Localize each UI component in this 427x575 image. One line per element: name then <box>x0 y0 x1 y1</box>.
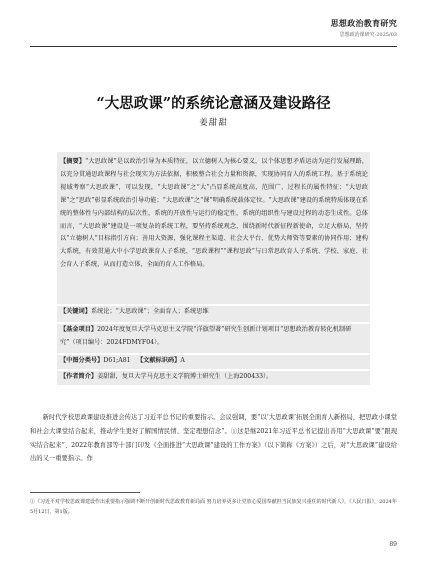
author-info-row <box>57 371 370 385</box>
doc-code-value: A <box>180 357 185 364</box>
journal-issue: 思想政治课研究·2025/03 <box>339 32 397 38</box>
author-info-text: 姜甜甜，复旦大学马克思主义学院博士研究生（上海200433）。 <box>97 373 273 380</box>
fund-text: 2024年度复旦大学马克思主义学院“洋旗望著”研究生创新计划项目“思想政治教育转化机制研究”（项目编号：2024FDMYF04）。 <box>60 326 352 346</box>
clc-label: 【中图分类号】 <box>60 357 104 364</box>
footnote: ①《习近平对学校思政课建设作出重要指示强调不断开创新时代思政教育新局面 努力培养更多让党放心爱国奉献担当民族复兴重任的时代新人》，《人民日报》，2024年5月12日，第1版。 <box>30 499 397 515</box>
body-paragraph: 新时代学校思政课建设推进会传达了习近平总书记的重要指示。会议强调，要“以‘大思政课’拓展全面育人新格局，把思政小课堂和社会大课堂结合起来，推动学生更好了解国情民情、坚定理想信念”。①这是继2021年习近平总书记提出善用“大思政课”要“跟现实结合起来”、2022年教育部等十部门印发《全面推进“大思政课”建设的工作方案》（以下简称《方案》）之后，对“大思政课”建设给出的又一重要指示。作 <box>30 414 397 463</box>
keywords-text: 系统论；“大思政课”；全面育人；系统思维 <box>90 308 209 315</box>
page-number: 89 <box>389 541 397 548</box>
header-divider <box>30 46 397 47</box>
keywords-label: 【关键词】 <box>60 308 91 315</box>
doc-code-label: 【文献标识码】 <box>137 357 181 364</box>
footnote-divider <box>30 492 140 493</box>
journal-name: 思想政治教育研究 <box>330 18 397 28</box>
classification-row <box>57 355 370 369</box>
author-info-label: 【作者简介】 <box>60 373 98 380</box>
fund-row <box>57 324 370 353</box>
clc-value: D61;A81 <box>103 357 131 364</box>
fund-label: 【基金项目】 <box>60 326 98 333</box>
article-title: “大思政课”的系统论意涵及建设路径 <box>96 95 331 112</box>
keywords-row <box>57 306 370 322</box>
abstract <box>60 156 368 272</box>
journal-header <box>331 18 397 38</box>
abstract-label: 【摘要】 <box>60 158 86 165</box>
article-author: 姜甜甜 <box>199 118 228 128</box>
abstract-text: “大思政课”是以政治引导为本质特征，以立德树人为核心要义，以个体思想矛盾运动为运行发展理路，以充分贯通思政课程与社会现实为方法依据，积极整合社会力量和资源，实现协同育人的系统工程。基于系统论视域考察“大思政课”，可以发现，“大思政课”之“大”凸显系统高度高、范围广、过程长的属性特征；“大思政课”之“思政”彰显系统政治引导功能；“大思政课”之“课”明确系统载体定位。“大思政课”建设的系统特质体现在系统的整体性与内部结构的层次性，系统的开放性与运行的稳定性，系统的组织性与建设过程的动态生成性。总体而言，“大思政课”建设是一项复杂的系统工程，要坚持系统观念，围绕新时代新征程新使命，立足大格局，坚持以“立德树人”目标指引方向；善用大资源，强化课程主渠道、社会大平台、优势大师资等要素的协同作用；建构大系统，有效贯通大中小学思政课育人子系统、“思政课程”“课程思政”与日常思政育人子系统、学校、家庭、社会育人子系统，从而打造立体、全面的育人工作格局。 <box>60 158 369 269</box>
